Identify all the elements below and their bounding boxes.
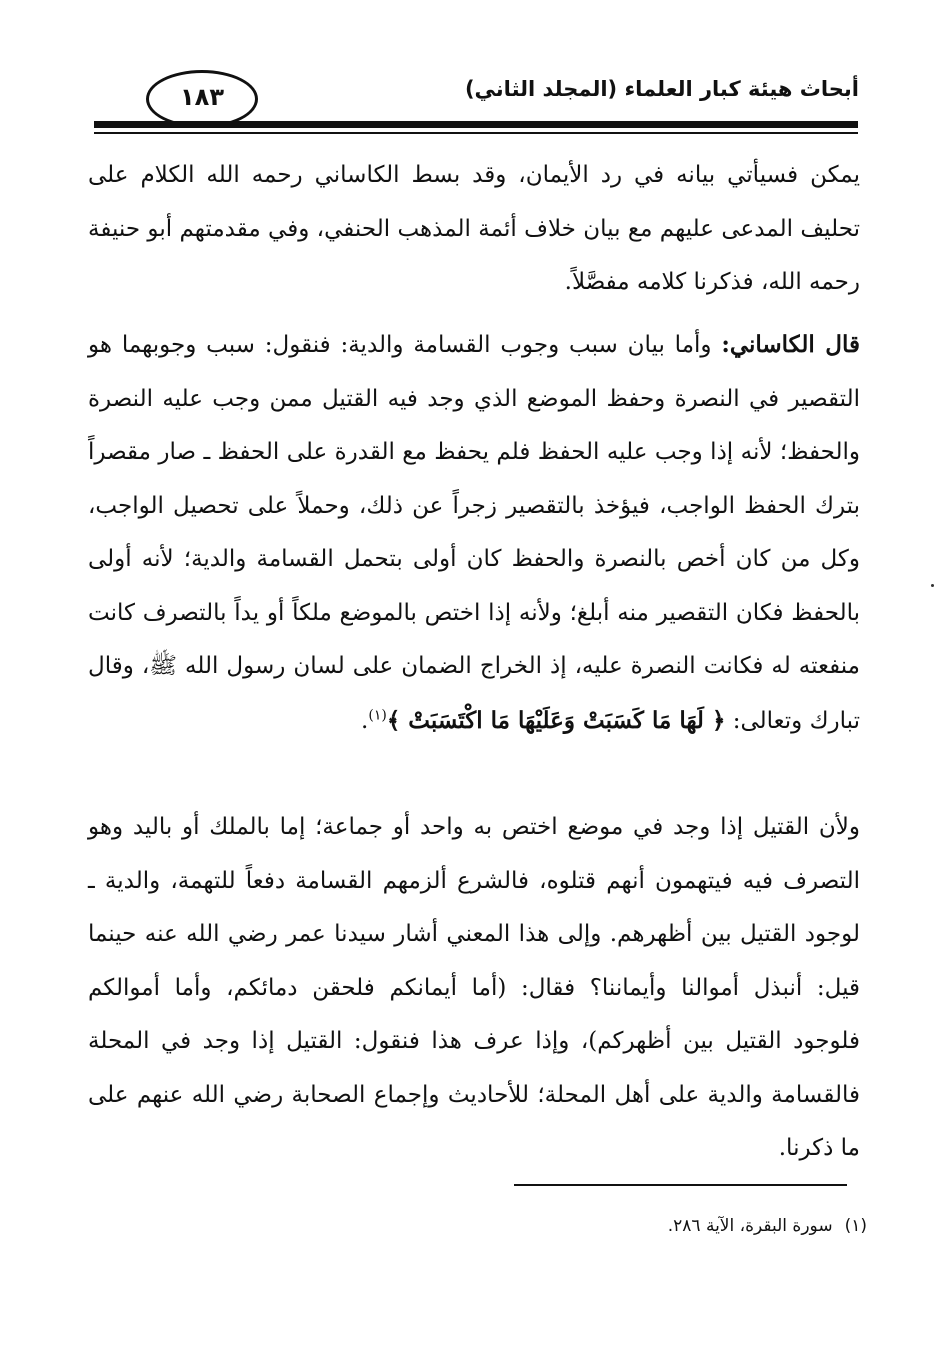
quran-verse: ﴿ لَهَا مَا كَسَبَتْ وَعَلَيْهَا مَا اكْتَسَبَتْ ﴾: [386, 706, 726, 734]
footnote-separator: [514, 1184, 847, 1186]
paragraph-2-end: .: [361, 707, 369, 734]
paragraph-3: ولأن القتيل إذا وجد في موضع اختص به واحد أو جماعة؛ إما بالملك أو باليد وهو التصرف فيه فيتهمون أنهم قتلوه، فالشرع ألزمهم القسامة دفعاً للتهمة، والدية ـ لوجود القتيل بين أظهرهم. وإلى هذا المعني أشار سيدنا عمر رضي الله عنه حينما قيل: أنبذل أموالنا وأيماننا؟ فقال: (أما أيمانكم فلحقن دمائكم، وأما أموالكم فلوجود القتيل بين أظهركم)، وإذا عرف هذا فنقول: القتيل إذا وجد في المحلة فالقسامة والدية على أهل المحلة؛ للأحاديث وإجماع الصحابة رضي الله عنهم على ما ذكرنا.: [88, 814, 860, 1161]
header-rule-thick: [94, 121, 858, 128]
page-number-oval: ١٨٣: [146, 70, 258, 128]
footnote-text: سورة البقرة، الآية ٢٨٦.: [667, 1216, 833, 1236]
running-header-title: أبحاث هيئة كبار العلماء (المجلد الثاني): [464, 77, 859, 101]
paragraph-2-text: وأما بيان سبب وجوب القسامة والدية: فنقول: سبب وجوبهما هو التقصير في النصرة وحفظ الموضع الذي وجد فيه القتيل ممن وجب عليه النصرة والحفظ؛ لأنه إذا وجب عليه الحفظ فلم يحفظ مع القدرة على الحفظ ـ صار مقصراً بترك الحفظ الواجب، فيؤخذ بالتقصير زجراً عن ذلك، وحملاً على تحصيل الواجب، وكل من كان أخص بالنصرة والحفظ كان أولى بتحمل القسامة والدية؛ لأنه أولى بالحفظ فكان التقصير منه أبلغ؛ ولأنه إذا اختص بالموضع ملكاً أو يداً بالتصرف كانت منفعته له فكانت النصرة عليه، إذ الخراج الضمان على لسان رسول الله ﷺ، وقال تبارك وتعالى:: [88, 332, 860, 734]
paragraph-2-lead-in: قال الكاساني:: [721, 331, 860, 358]
scan-speck: [931, 584, 934, 587]
paragraph-1: يمكن فسيأتي بيانه في رد الأيمان، وقد بسط الكاساني رحمه الله الكلام على تحليف المدعى عليهم مع بيان خلاف أئمة المذهب الحنفي، وفي مقدمتهم أبو حنيفة رحمه الله، فذكرنا كلامه مفصَّلاً.: [88, 162, 860, 295]
paragraph-2: [88, 318, 860, 748]
header-rule-thin: [94, 132, 858, 134]
footnote-number: (١): [844, 1216, 867, 1236]
footnote-marker[interactable]: (١): [368, 706, 387, 723]
footnote-1: [420, 1212, 867, 1240]
